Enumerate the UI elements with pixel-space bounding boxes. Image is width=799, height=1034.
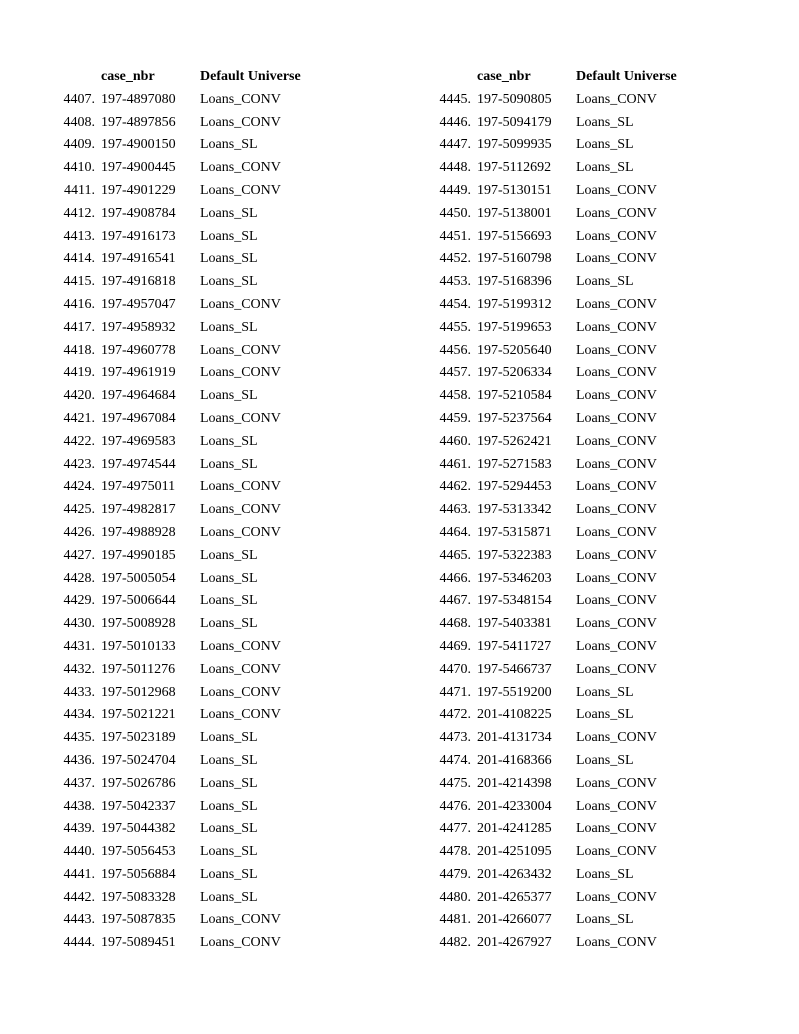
default-universe-cell: Loans_SL xyxy=(200,319,258,335)
row-index: 4416. xyxy=(63,296,95,312)
row-index: 4435. xyxy=(63,730,95,746)
default-universe-cell: Loans_CONV xyxy=(576,821,657,837)
case-nbr-cell: 197-4974544 xyxy=(101,456,176,472)
row-index: 4441. xyxy=(63,866,95,882)
case-nbr-cell: 197-5206334 xyxy=(477,365,552,381)
case-nbr-cell: 197-5112692 xyxy=(477,160,552,176)
row-index: 4408. xyxy=(63,114,95,130)
row-index: 4439. xyxy=(63,821,95,837)
case-nbr-cell: 197-4916173 xyxy=(101,228,176,244)
default-universe-cell: Loans_CONV xyxy=(200,365,281,381)
default-universe-cell: Loans_CONV xyxy=(200,479,281,495)
row-index: 4411. xyxy=(64,182,95,198)
row-index: 4445. xyxy=(439,91,471,107)
row-index: 4455. xyxy=(439,319,471,335)
row-index: 4440. xyxy=(63,844,95,860)
row-index: 4446. xyxy=(439,114,471,130)
case-nbr-cell: 197-4988928 xyxy=(101,524,176,540)
row-index: 4480. xyxy=(439,889,471,905)
case-nbr-cell: 197-5205640 xyxy=(477,342,552,358)
case-nbr-cell: 197-5005054 xyxy=(101,570,176,586)
row-index: 4447. xyxy=(439,137,471,153)
case-nbr-cell: 197-5168396 xyxy=(477,274,552,290)
case-nbr-cell: 197-5087835 xyxy=(101,912,176,928)
row-index: 4427. xyxy=(63,547,95,563)
case-nbr-cell: 197-4961919 xyxy=(101,365,176,381)
default-universe-cell: Loans_CONV xyxy=(200,182,281,198)
default-universe-cell: Loans_SL xyxy=(576,274,634,290)
default-universe-cell: Loans_SL xyxy=(200,205,258,221)
default-universe-cell: Loans_CONV xyxy=(576,410,657,426)
default-universe-cell: Loans_CONV xyxy=(200,160,281,176)
row-index: 4423. xyxy=(63,456,95,472)
row-index: 4437. xyxy=(63,775,95,791)
case-nbr-cell: 197-5026786 xyxy=(101,775,176,791)
default-universe-cell: Loans_CONV xyxy=(576,547,657,563)
case-nbr-cell: 197-5346203 xyxy=(477,570,552,586)
case-nbr-cell: 197-4897856 xyxy=(101,114,176,130)
row-index: 4433. xyxy=(63,684,95,700)
case-nbr-cell: 197-5138001 xyxy=(477,205,552,221)
row-index: 4456. xyxy=(439,342,471,358)
default-universe-cell: Loans_CONV xyxy=(200,114,281,130)
default-universe-cell: Loans_SL xyxy=(576,707,634,723)
row-index: 4459. xyxy=(439,410,471,426)
case-nbr-cell: 197-5021221 xyxy=(101,707,176,723)
case-nbr-cell: 197-4916818 xyxy=(101,274,176,290)
row-index: 4464. xyxy=(439,524,471,540)
default-universe-cell: Loans_SL xyxy=(576,912,634,928)
default-universe-cell: Loans_CONV xyxy=(576,798,657,814)
case-nbr-cell: 197-4960778 xyxy=(101,342,176,358)
row-index: 4443. xyxy=(63,912,95,928)
row-index: 4413. xyxy=(63,228,95,244)
default-universe-cell: Loans_SL xyxy=(576,160,634,176)
default-universe-cell: Loans_CONV xyxy=(200,296,281,312)
row-index: 4450. xyxy=(439,205,471,221)
row-index: 4448. xyxy=(439,160,471,176)
case-nbr-cell: 197-5099935 xyxy=(477,137,552,153)
case-nbr-cell: 197-5090805 xyxy=(477,91,552,107)
case-nbr-cell: 197-4900150 xyxy=(101,137,176,153)
case-nbr-cell: 197-5044382 xyxy=(101,821,176,837)
row-index: 4420. xyxy=(63,388,95,404)
default-universe-cell: Loans_SL xyxy=(200,388,258,404)
row-index: 4438. xyxy=(63,798,95,814)
row-index: 4409. xyxy=(63,137,95,153)
case-nbr-cell: 201-4233004 xyxy=(477,798,552,814)
default-universe-cell: Loans_CONV xyxy=(576,935,657,951)
case-nbr-cell: 197-4969583 xyxy=(101,433,176,449)
case-nbr-header: case_nbr xyxy=(477,69,531,84)
default-universe-cell: Loans_SL xyxy=(576,137,634,153)
default-universe-cell: Loans_CONV xyxy=(200,684,281,700)
default-universe-cell: Loans_CONV xyxy=(576,91,657,107)
default-universe-cell: Loans_CONV xyxy=(576,388,657,404)
row-index: 4477. xyxy=(439,821,471,837)
case-nbr-cell: 197-5271583 xyxy=(477,456,552,472)
case-nbr-cell: 201-4168366 xyxy=(477,752,552,768)
case-nbr-cell: 197-5262421 xyxy=(477,433,552,449)
case-nbr-cell: 197-5411727 xyxy=(477,638,552,654)
row-index: 4422. xyxy=(63,433,95,449)
case-nbr-cell: 197-4990185 xyxy=(101,547,176,563)
default-universe-cell: Loans_SL xyxy=(200,730,258,746)
default-universe-cell: Loans_CONV xyxy=(200,502,281,518)
case-nbr-cell: 197-5011276 xyxy=(101,661,176,677)
default-universe-cell: Loans_CONV xyxy=(200,638,281,654)
default-universe-cell: Loans_SL xyxy=(200,137,258,153)
default-universe-header: Default Universe xyxy=(200,69,301,84)
default-universe-cell: Loans_SL xyxy=(200,866,258,882)
default-universe-cell: Loans_SL xyxy=(200,752,258,768)
default-universe-cell: Loans_SL xyxy=(200,456,258,472)
default-universe-cell: Loans_CONV xyxy=(576,251,657,267)
case-nbr-cell: 197-5210584 xyxy=(477,388,552,404)
row-index: 4432. xyxy=(63,661,95,677)
default-universe-cell: Loans_CONV xyxy=(576,775,657,791)
case-nbr-cell: 197-5160798 xyxy=(477,251,552,267)
case-nbr-cell: 197-5056884 xyxy=(101,866,176,882)
default-universe-cell: Loans_SL xyxy=(200,433,258,449)
default-universe-cell: Loans_CONV xyxy=(576,570,657,586)
row-index: 4407. xyxy=(63,91,95,107)
case-nbr-cell: 197-4916541 xyxy=(101,251,176,267)
row-index: 4469. xyxy=(439,638,471,654)
row-index: 4470. xyxy=(439,661,471,677)
case-nbr-cell: 197-4958932 xyxy=(101,319,176,335)
default-universe-cell: Loans_SL xyxy=(576,684,634,700)
case-nbr-cell: 201-4265377 xyxy=(477,889,552,905)
case-nbr-cell: 197-4975011 xyxy=(101,479,176,495)
row-index: 4457. xyxy=(439,365,471,381)
default-universe-cell: Loans_SL xyxy=(200,570,258,586)
default-universe-cell: Loans_CONV xyxy=(576,342,657,358)
case-nbr-cell: 197-5519200 xyxy=(477,684,552,700)
row-index: 4434. xyxy=(63,707,95,723)
default-universe-cell: Loans_CONV xyxy=(576,296,657,312)
case-nbr-cell: 197-5199312 xyxy=(477,296,552,312)
case-nbr-cell: 197-5010133 xyxy=(101,638,176,654)
row-index: 4452. xyxy=(439,251,471,267)
default-universe-cell: Loans_CONV xyxy=(576,844,657,860)
row-index: 4466. xyxy=(439,570,471,586)
default-universe-cell: Loans_SL xyxy=(200,547,258,563)
row-index: 4436. xyxy=(63,752,95,768)
row-index: 4468. xyxy=(439,616,471,632)
row-index: 4471. xyxy=(439,684,471,700)
row-index: 4424. xyxy=(63,479,95,495)
row-index: 4475. xyxy=(439,775,471,791)
case-nbr-header: case_nbr xyxy=(101,69,155,84)
default-universe-cell: Loans_CONV xyxy=(200,524,281,540)
case-nbr-cell: 197-5094179 xyxy=(477,114,552,130)
row-index: 4474. xyxy=(439,752,471,768)
case-nbr-cell: 197-4964684 xyxy=(101,388,176,404)
row-index: 4462. xyxy=(439,479,471,495)
row-index: 4430. xyxy=(63,616,95,632)
row-index: 4417. xyxy=(63,319,95,335)
row-index: 4476. xyxy=(439,798,471,814)
default-universe-cell: Loans_CONV xyxy=(200,661,281,677)
row-index: 4442. xyxy=(63,889,95,905)
row-index: 4453. xyxy=(439,274,471,290)
default-universe-cell: Loans_CONV xyxy=(576,456,657,472)
case-nbr-cell: 197-5023189 xyxy=(101,730,176,746)
case-nbr-cell: 197-5083328 xyxy=(101,889,176,905)
case-nbr-cell: 197-4982817 xyxy=(101,502,176,518)
default-universe-cell: Loans_CONV xyxy=(576,661,657,677)
case-nbr-cell: 197-5056453 xyxy=(101,844,176,860)
default-universe-cell: Loans_SL xyxy=(200,251,258,267)
case-nbr-cell: 197-5322383 xyxy=(477,547,552,563)
default-universe-cell: Loans_SL xyxy=(200,821,258,837)
case-nbr-cell: 197-5199653 xyxy=(477,319,552,335)
case-nbr-cell: 197-4908784 xyxy=(101,205,176,221)
default-universe-cell: Loans_SL xyxy=(200,889,258,905)
default-universe-cell: Loans_CONV xyxy=(576,228,657,244)
case-nbr-cell: 197-4901229 xyxy=(101,182,176,198)
case-nbr-cell: 201-4267927 xyxy=(477,935,552,951)
case-nbr-cell: 197-5294453 xyxy=(477,479,552,495)
case-nbr-cell: 201-4131734 xyxy=(477,730,552,746)
case-nbr-cell: 201-4266077 xyxy=(477,912,552,928)
row-index: 4449. xyxy=(439,182,471,198)
row-index: 4415. xyxy=(63,274,95,290)
row-index: 4444. xyxy=(63,935,95,951)
row-index: 4461. xyxy=(439,456,471,472)
default-universe-cell: Loans_CONV xyxy=(200,912,281,928)
case-nbr-cell: 197-5089451 xyxy=(101,935,176,951)
case-nbr-cell: 197-5012968 xyxy=(101,684,176,700)
row-index: 4460. xyxy=(439,433,471,449)
case-nbr-cell: 197-5466737 xyxy=(477,661,552,677)
case-nbr-cell: 197-4957047 xyxy=(101,296,176,312)
case-nbr-cell: 197-5403381 xyxy=(477,616,552,632)
case-nbr-cell: 201-4251095 xyxy=(477,844,552,860)
row-index: 4463. xyxy=(439,502,471,518)
case-nbr-cell: 197-5315871 xyxy=(477,524,552,540)
case-nbr-cell: 197-5348154 xyxy=(477,593,552,609)
default-universe-cell: Loans_CONV xyxy=(576,479,657,495)
default-universe-cell: Loans_SL xyxy=(576,114,634,130)
case-nbr-cell: 201-4241285 xyxy=(477,821,552,837)
case-nbr-cell: 197-5130151 xyxy=(477,182,552,198)
default-universe-cell: Loans_SL xyxy=(576,752,634,768)
case-nbr-cell: 197-5042337 xyxy=(101,798,176,814)
case-nbr-cell: 197-5024704 xyxy=(101,752,176,768)
case-nbr-cell: 197-5008928 xyxy=(101,616,176,632)
default-universe-cell: Loans_SL xyxy=(200,593,258,609)
case-nbr-cell: 197-5237564 xyxy=(477,410,552,426)
row-index: 4472. xyxy=(439,707,471,723)
row-index: 4429. xyxy=(63,593,95,609)
default-universe-cell: Loans_CONV xyxy=(576,638,657,654)
row-index: 4478. xyxy=(439,844,471,860)
default-universe-cell: Loans_CONV xyxy=(200,935,281,951)
default-universe-cell: Loans_SL xyxy=(200,844,258,860)
row-index: 4421. xyxy=(63,410,95,426)
case-nbr-cell: 197-4967084 xyxy=(101,410,176,426)
default-universe-cell: Loans_CONV xyxy=(200,410,281,426)
default-universe-cell: Loans_CONV xyxy=(576,889,657,905)
row-index: 4473. xyxy=(439,730,471,746)
case-nbr-cell: 197-4897080 xyxy=(101,91,176,107)
default-universe-cell: Loans_CONV xyxy=(576,730,657,746)
row-index: 4428. xyxy=(63,570,95,586)
default-universe-cell: Loans_CONV xyxy=(576,365,657,381)
row-index: 4482. xyxy=(439,935,471,951)
row-index: 4465. xyxy=(439,547,471,563)
case-nbr-cell: 201-4108225 xyxy=(477,707,552,723)
default-universe-cell: Loans_SL xyxy=(200,616,258,632)
row-index: 4431. xyxy=(63,638,95,654)
row-index: 4425. xyxy=(63,502,95,518)
default-universe-cell: Loans_CONV xyxy=(200,707,281,723)
default-universe-cell: Loans_CONV xyxy=(576,433,657,449)
default-universe-cell: Loans_CONV xyxy=(576,524,657,540)
default-universe-cell: Loans_CONV xyxy=(576,616,657,632)
default-universe-cell: Loans_CONV xyxy=(576,502,657,518)
default-universe-header: Default Universe xyxy=(576,69,677,84)
default-universe-cell: Loans_CONV xyxy=(200,342,281,358)
row-index: 4451. xyxy=(439,228,471,244)
case-nbr-cell: 201-4214398 xyxy=(477,775,552,791)
default-universe-cell: Loans_CONV xyxy=(576,319,657,335)
default-universe-cell: Loans_CONV xyxy=(576,182,657,198)
case-nbr-cell: 197-4900445 xyxy=(101,160,176,176)
case-nbr-cell: 201-4263432 xyxy=(477,866,552,882)
default-universe-cell: Loans_SL xyxy=(576,866,634,882)
row-index: 4412. xyxy=(63,205,95,221)
default-universe-cell: Loans_SL xyxy=(200,775,258,791)
default-universe-cell: Loans_CONV xyxy=(200,91,281,107)
row-index: 4481. xyxy=(439,912,471,928)
row-index: 4418. xyxy=(63,342,95,358)
case-nbr-cell: 197-5313342 xyxy=(477,502,552,518)
row-index: 4479. xyxy=(439,866,471,882)
row-index: 4414. xyxy=(63,251,95,267)
default-universe-cell: Loans_SL xyxy=(200,798,258,814)
row-index: 4426. xyxy=(63,524,95,540)
default-universe-cell: Loans_CONV xyxy=(576,593,657,609)
default-universe-cell: Loans_SL xyxy=(200,274,258,290)
row-index: 4458. xyxy=(439,388,471,404)
case-nbr-cell: 197-5006644 xyxy=(101,593,176,609)
default-universe-cell: Loans_CONV xyxy=(576,205,657,221)
row-index: 4419. xyxy=(63,365,95,381)
row-index: 4467. xyxy=(439,593,471,609)
row-index: 4410. xyxy=(63,160,95,176)
case-nbr-cell: 197-5156693 xyxy=(477,228,552,244)
default-universe-cell: Loans_SL xyxy=(200,228,258,244)
row-index: 4454. xyxy=(439,296,471,312)
